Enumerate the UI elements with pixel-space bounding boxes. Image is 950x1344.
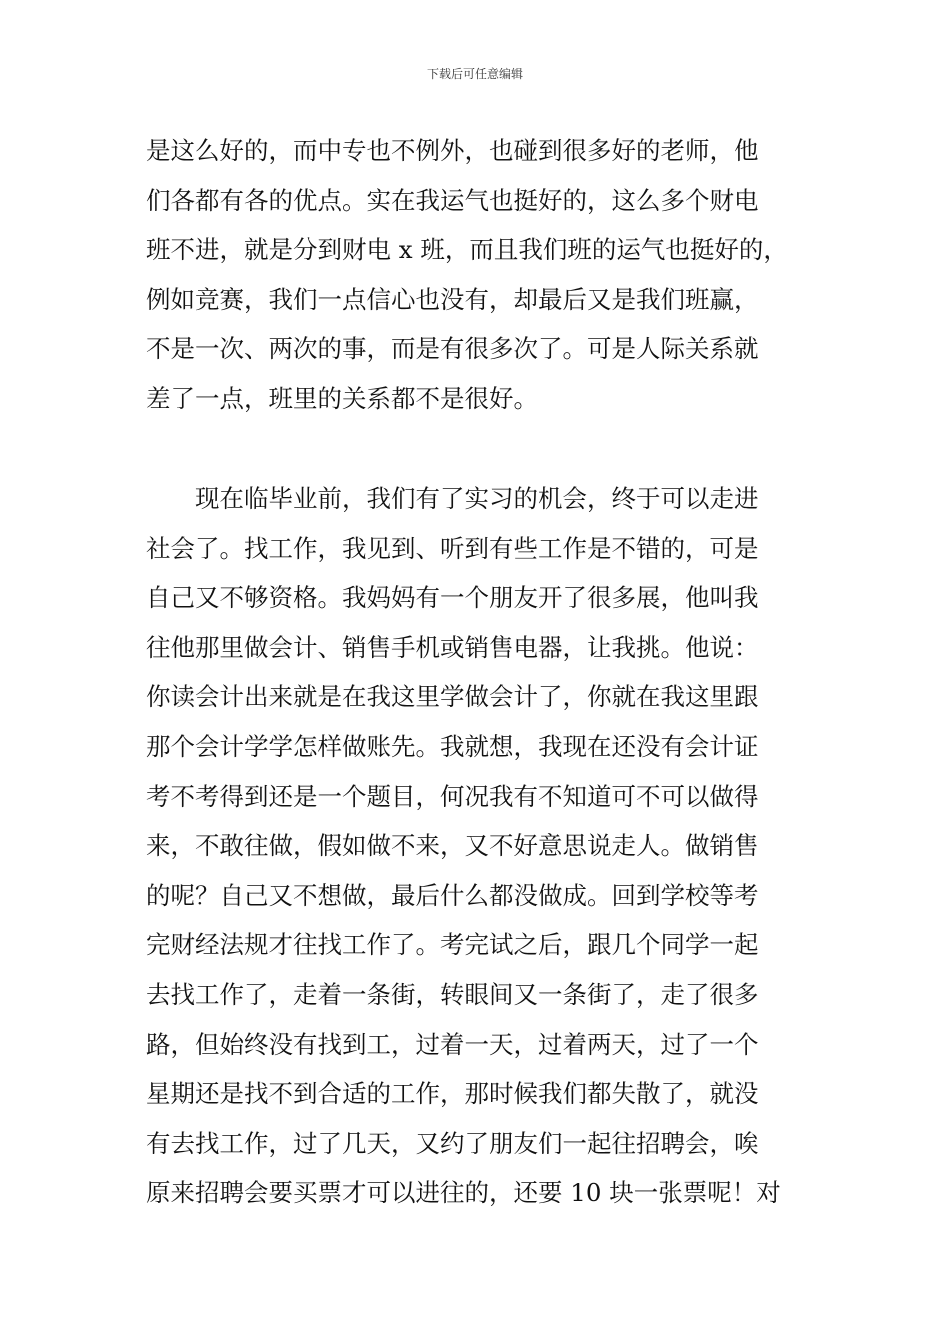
text-line: 有去找工作，过了几天，又约了朋友们一起往招聘会，唉 [146, 1128, 759, 1158]
text-line: 班不进，就是分到财电 x 班，而且我们班的运气也挺好的， [146, 235, 788, 265]
paragraph-2 [146, 474, 816, 1218]
text-line: 那个会计学学怎样做账先。我就想，我现在还没有会计证 [146, 731, 759, 761]
page-header: 下载后可任意编辑 [426, 67, 523, 81]
text-line: 考不考得到还是一个题目，何况我有不知道可不可以做得 [146, 781, 759, 811]
text-line: 星期还是找不到合适的工作，那时候我们都失散了，就没 [146, 1079, 759, 1109]
text-line: 社会了。找工作，我见到、听到有些工作是不错的，可是 [146, 533, 759, 563]
text-line: 你读会计出来就是在我这里学做会计了，你就在我这里跟 [146, 682, 759, 712]
text-line: 不是一次、两次的事，而是有很多次了。可是人际关系就 [146, 334, 759, 364]
text-line: 的呢？自己又不想做，最后什么都没做成。回到学校等考 [146, 880, 759, 910]
text-line: 来，不敢往做，假如做不来，又不好意思说走人。做销售 [146, 831, 759, 861]
text-line: 是这么好的，而中专也不例外，也碰到很多好的老师，他 [146, 136, 759, 165]
text-line: 现在临毕业前，我们有了实习的机会，终于可以走进 [195, 484, 759, 513]
text-line: 原来招聘会要买票才可以进往的，还要 10 块一张票呢！对 [146, 1178, 781, 1208]
text-line: 例如竞赛，我们一点信心也没有，却最后又是我们班赢， [146, 284, 759, 314]
text-line: 们各都有各的优点。实在我运气也挺好的，这么多个财电 [146, 185, 759, 215]
text-line: 差了一点，班里的关系都不是很好。 [146, 383, 538, 413]
text-line: 去找工作了，走着一条街，转眼间又一条街了，走了很多 [146, 979, 759, 1009]
paragraph-1 [146, 126, 816, 424]
text-line: 路，但始终没有找到工，过着一天，过着两天，过了一个 [146, 1029, 759, 1059]
text-line: 往他那里做会计、销售手机或销售电器，让我挑。他说： [146, 632, 759, 662]
text-line: 完财经法规才往找工作了。考完试之后，跟几个同学一起 [146, 930, 759, 960]
text-line: 自己又不够资格。我妈妈有一个朋友开了很多展，他叫我 [146, 583, 759, 613]
